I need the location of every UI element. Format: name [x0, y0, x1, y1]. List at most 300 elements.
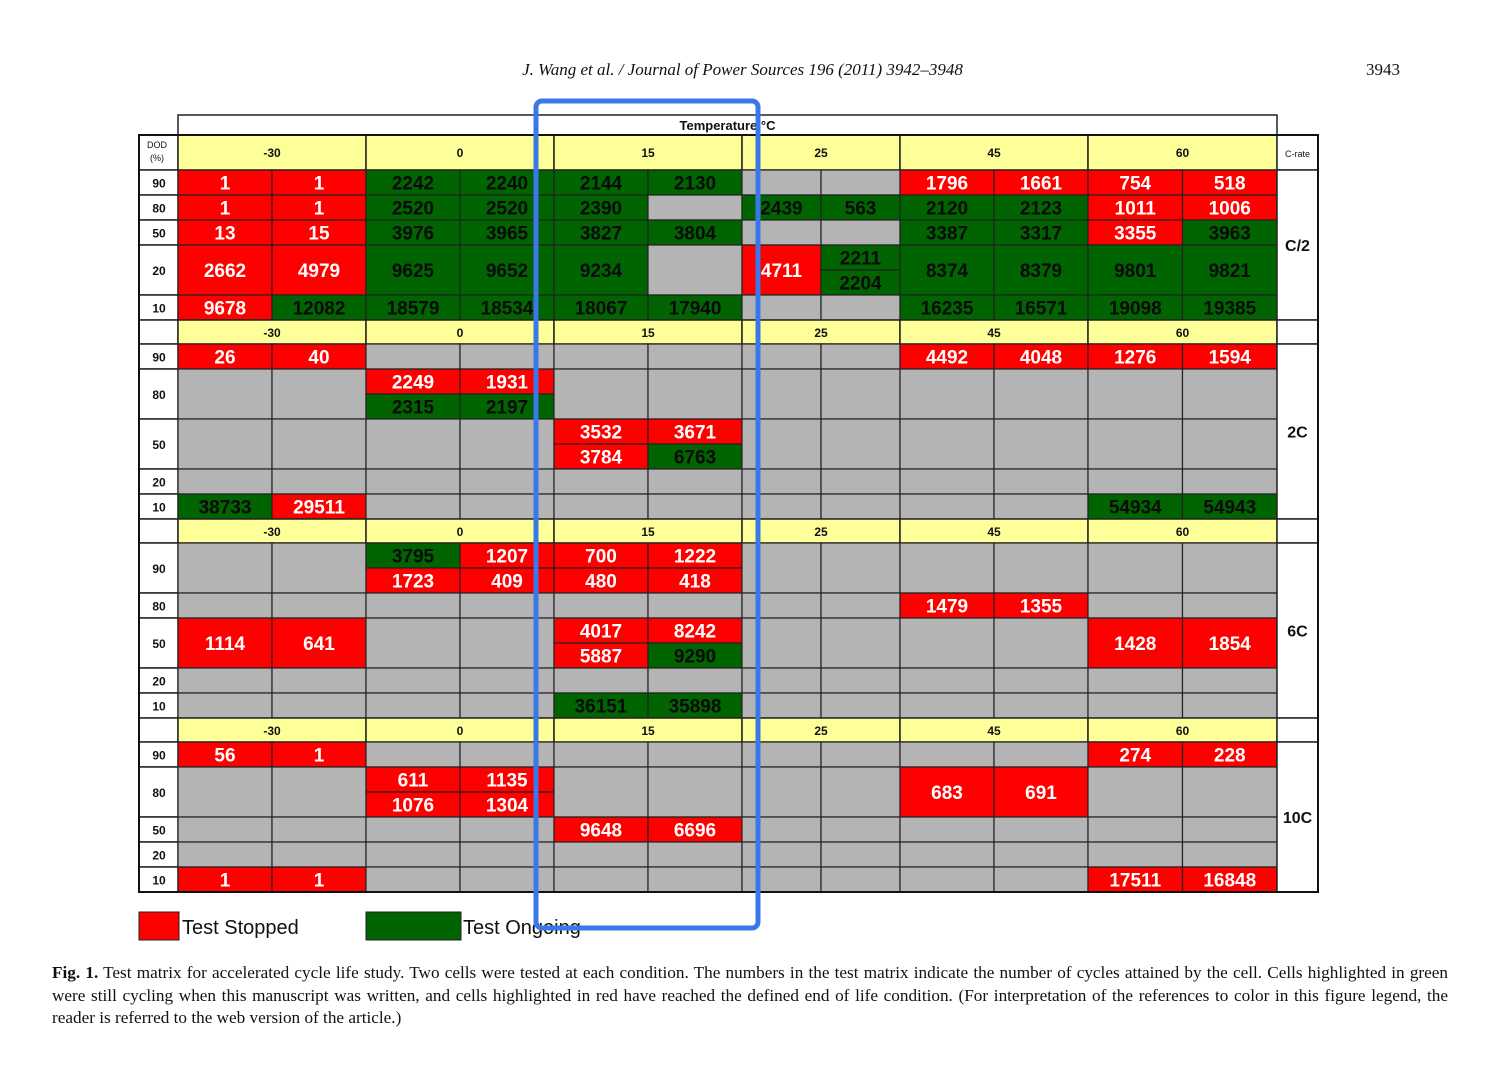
cycle-count: 2240	[485, 173, 529, 195]
dod-row-label: 20	[152, 475, 166, 490]
cycle-count: 8242	[673, 621, 717, 643]
matrix-cell	[460, 817, 554, 842]
matrix-cell	[554, 668, 648, 693]
cycle-count: 40	[308, 347, 330, 369]
temperature-subheader-label: 25	[814, 525, 828, 539]
cycle-count: 18534	[480, 298, 534, 320]
matrix-cell	[1088, 668, 1183, 693]
matrix-cell	[994, 419, 1088, 469]
cycle-count: 1	[313, 870, 325, 892]
cycle-count: 1	[219, 870, 231, 892]
cycle-count: 1076	[391, 795, 435, 817]
matrix-cell	[460, 618, 554, 668]
matrix-cell	[742, 742, 821, 767]
cycle-count: 2242	[391, 173, 435, 195]
temperature-header-label: 25	[814, 146, 828, 160]
matrix-cell	[178, 817, 272, 842]
matrix-cell	[648, 593, 742, 618]
matrix-cell	[1088, 419, 1183, 469]
cycle-count: 19098	[1108, 298, 1162, 320]
matrix-cell	[742, 693, 821, 718]
matrix-cell	[554, 494, 648, 519]
matrix-cell	[742, 344, 821, 369]
matrix-cell	[366, 693, 460, 718]
matrix-cell	[1088, 767, 1183, 817]
matrix-cell	[742, 593, 821, 618]
matrix-cell	[742, 295, 821, 320]
cycle-count: 2211	[839, 248, 882, 270]
cycle-count: 17940	[668, 298, 722, 320]
matrix-cell	[994, 867, 1088, 892]
matrix-cell	[742, 618, 821, 668]
temperature-subheader-label: 15	[641, 326, 655, 340]
matrix-cell	[1183, 767, 1278, 817]
matrix-cell	[648, 742, 742, 767]
matrix-cell	[1183, 543, 1278, 593]
matrix-cell	[648, 469, 742, 494]
matrix-cell	[994, 543, 1088, 593]
matrix-cell	[821, 295, 900, 320]
matrix-cell	[821, 767, 900, 817]
separator-blank	[1277, 519, 1318, 543]
caption-text: Test matrix for accelerated cycle life study. Two cells were tested at each condition. The numbers in the test matrix indicate the number of cycles attained by the cell. Cells highlighted in green were still cycling when this manuscript was written, and cells highlighted in red have reached the defined end of life condition. (For interpretation of the references to color in this figure legend, the reader is referred to the web version of the article.)	[52, 963, 1448, 1027]
matrix-cell	[460, 344, 554, 369]
matrix-cell	[366, 668, 460, 693]
dod-row-label: 50	[152, 637, 166, 651]
matrix-cell	[821, 742, 900, 767]
matrix-cell	[742, 668, 821, 693]
matrix-cell	[821, 494, 900, 519]
matrix-cell	[742, 220, 821, 245]
matrix-cell	[648, 344, 742, 369]
cycle-count: 3784	[579, 447, 623, 469]
cycle-count: 5887	[579, 646, 623, 668]
matrix-cell	[1088, 469, 1183, 494]
cycle-count: 16235	[920, 298, 974, 320]
matrix-cell	[742, 867, 821, 892]
matrix-cell	[821, 369, 900, 419]
cycle-count: 1	[219, 198, 231, 220]
temperature-subheader-label: 45	[987, 525, 1001, 539]
cycle-count: 1594	[1208, 347, 1251, 369]
matrix-cell	[272, 543, 366, 593]
cycle-count: 35898	[668, 696, 722, 718]
dod-row-label: 80	[152, 201, 166, 216]
matrix-cell	[900, 867, 994, 892]
cycle-count: 2315	[391, 397, 435, 419]
dod-row-label: 50	[152, 226, 166, 241]
matrix-cell	[460, 469, 554, 494]
matrix-cell	[272, 693, 366, 718]
separator-blank	[139, 718, 178, 742]
cycle-count: 16571	[1014, 298, 1068, 320]
dod-row-label: 10	[152, 500, 166, 515]
matrix-cell	[900, 369, 994, 419]
matrix-cell	[1088, 693, 1183, 718]
cycle-count: 2120	[925, 198, 969, 220]
temperature-subheader-label: 0	[456, 326, 464, 340]
cycle-count: 2204	[839, 273, 882, 295]
matrix-cell	[1088, 543, 1183, 593]
dod-row-label: 50	[152, 823, 166, 838]
matrix-cell	[994, 842, 1088, 867]
cycle-count: 15	[308, 223, 330, 245]
temperature-subheader-label: 45	[987, 326, 1001, 340]
cycle-count: 2439	[760, 198, 803, 220]
matrix-cell	[648, 767, 742, 817]
matrix-cell	[742, 369, 821, 419]
matrix-cell	[742, 543, 821, 593]
cycle-count: 19385	[1203, 298, 1257, 320]
cycle-count: 1479	[925, 596, 969, 618]
matrix-cell	[460, 693, 554, 718]
temperature-header-label: 15	[641, 146, 655, 160]
matrix-cell	[821, 593, 900, 618]
cycle-count: 18067	[574, 298, 628, 320]
dod-header-unit: (%)	[150, 153, 164, 163]
cycle-count: 9290	[673, 646, 717, 668]
cycle-count: 1011	[1114, 198, 1156, 220]
matrix-cell	[554, 767, 648, 817]
matrix-cell	[821, 693, 900, 718]
page-number: 3943	[1366, 60, 1400, 79]
cycle-count: 3671	[673, 422, 717, 444]
matrix-cell	[178, 693, 272, 718]
cycle-count: 4492	[925, 347, 969, 369]
cycle-count: 54943	[1203, 497, 1257, 519]
matrix-cell	[366, 593, 460, 618]
cycle-count: 641	[303, 634, 335, 655]
figure-caption	[52, 962, 1448, 1030]
matrix-cell	[821, 469, 900, 494]
matrix-cell	[366, 742, 460, 767]
matrix-cell	[821, 543, 900, 593]
cycle-count: 4979	[297, 261, 341, 282]
cycle-count: 1	[313, 198, 325, 220]
temperature-subheader-label: -30	[263, 724, 281, 738]
cycle-count: 1	[313, 173, 325, 195]
matrix-cell	[272, 593, 366, 618]
matrix-cell	[1183, 469, 1278, 494]
cycle-count: 54934	[1108, 497, 1162, 519]
figure-title: Temperature °C	[679, 118, 776, 133]
legend-ongoing-swatch	[366, 912, 461, 940]
matrix-cell	[821, 170, 900, 195]
cycle-count: 3355	[1114, 223, 1157, 245]
cycle-count: 9821	[1208, 261, 1251, 282]
temperature-subheader-label: 25	[814, 724, 828, 738]
matrix-cell	[366, 817, 460, 842]
matrix-cell	[554, 867, 648, 892]
cycle-count: 409	[491, 571, 523, 593]
matrix-cell	[742, 419, 821, 469]
legend-stopped-label: Test Stopped	[182, 917, 299, 939]
matrix-cell	[178, 842, 272, 867]
cycle-count: 9234	[579, 261, 623, 282]
matrix-cell	[554, 344, 648, 369]
cycle-count: 1276	[1114, 347, 1157, 369]
cycle-count: 683	[931, 783, 963, 804]
cycle-count: 700	[585, 546, 617, 568]
matrix-cell	[900, 469, 994, 494]
matrix-cell	[178, 469, 272, 494]
dod-row-label: 10	[152, 699, 166, 714]
crate-label: 10C	[1282, 810, 1313, 827]
matrix-cell	[648, 842, 742, 867]
matrix-cell	[366, 419, 460, 469]
matrix-cell	[900, 817, 994, 842]
temperature-header-label: 60	[1175, 146, 1190, 160]
matrix-cell	[821, 344, 900, 369]
matrix-cell	[994, 668, 1088, 693]
matrix-cell	[900, 668, 994, 693]
temperature-header-label: 45	[987, 146, 1001, 160]
dod-header-label: DOD	[147, 140, 167, 150]
matrix-cell	[554, 469, 648, 494]
cycle-count: 2144	[579, 173, 623, 195]
temperature-subheader-label: 60	[1175, 326, 1190, 340]
matrix-cell	[366, 494, 460, 519]
cycle-count: 17511	[1109, 870, 1162, 892]
matrix-cell	[178, 369, 272, 419]
matrix-cell	[1183, 369, 1278, 419]
matrix-cell	[1088, 817, 1183, 842]
dod-row-label: 90	[152, 562, 166, 576]
matrix-cell	[742, 469, 821, 494]
cycle-count: 1	[219, 173, 231, 195]
cycle-count: 36151	[574, 696, 628, 718]
cycle-count: 1723	[391, 571, 435, 593]
legend-ongoing-label: Test Ongoing	[463, 917, 581, 939]
temperature-subheader-label: -30	[263, 525, 281, 539]
matrix-cell	[460, 842, 554, 867]
caption-label: Fig. 1.	[52, 963, 99, 982]
cycle-count: 4711	[760, 261, 803, 282]
dod-row-label: 80	[152, 388, 166, 402]
matrix-cell	[366, 867, 460, 892]
matrix-cell	[1183, 817, 1278, 842]
matrix-cell	[994, 618, 1088, 668]
matrix-cell	[272, 369, 366, 419]
matrix-cell	[1088, 593, 1183, 618]
dod-row-label: 10	[152, 873, 166, 888]
matrix-cell	[994, 469, 1088, 494]
matrix-cell	[366, 344, 460, 369]
matrix-cell	[272, 469, 366, 494]
matrix-cell	[742, 494, 821, 519]
matrix-cell	[900, 742, 994, 767]
matrix-cell	[554, 369, 648, 419]
dod-row-label: 90	[152, 748, 166, 763]
matrix-cell	[742, 817, 821, 842]
temperature-subheader-label: 60	[1175, 724, 1190, 738]
matrix-cell	[994, 817, 1088, 842]
matrix-cell	[1183, 419, 1278, 469]
matrix-cell	[648, 369, 742, 419]
matrix-cell	[460, 494, 554, 519]
cycle-count: 3965	[485, 223, 529, 245]
cycle-count: 8374	[925, 261, 969, 282]
cycle-count: 1428	[1114, 634, 1157, 655]
matrix-cell	[648, 668, 742, 693]
temperature-header-label: -30	[263, 146, 281, 160]
matrix-cell	[900, 494, 994, 519]
cycle-count: 9652	[485, 261, 529, 282]
crate-label: C/2	[1285, 238, 1310, 255]
matrix-cell	[742, 842, 821, 867]
matrix-cell	[460, 419, 554, 469]
cycle-count: 1135	[486, 770, 528, 792]
matrix-cell	[272, 817, 366, 842]
matrix-cell	[994, 693, 1088, 718]
cycle-count: 1114	[204, 634, 246, 655]
matrix-cell	[460, 867, 554, 892]
matrix-cell	[742, 170, 821, 195]
matrix-cell	[178, 668, 272, 693]
cycle-count: 1304	[485, 795, 529, 817]
matrix-cell	[554, 742, 648, 767]
crate-label: 6C	[1287, 623, 1308, 641]
cycle-count: 3976	[391, 223, 435, 245]
cycle-count: 2390	[579, 198, 623, 220]
matrix-cell	[272, 767, 366, 817]
cycle-count: 1796	[925, 173, 969, 195]
cycle-count: 3317	[1019, 223, 1063, 245]
matrix-cell	[900, 419, 994, 469]
temperature-header-label: 0	[456, 146, 464, 160]
matrix-cell	[821, 842, 900, 867]
dod-row-label: 90	[152, 176, 166, 191]
separator-blank	[139, 519, 178, 543]
cycle-count: 18579	[386, 298, 440, 320]
temperature-subheader-label: 15	[641, 724, 655, 738]
temperature-subheader-label: 0	[456, 525, 464, 539]
matrix-cell	[178, 543, 272, 593]
cycle-count: 2662	[203, 261, 247, 282]
dod-row-label: 10	[152, 301, 166, 316]
cycle-count: 6696	[673, 820, 717, 842]
matrix-cell	[900, 618, 994, 668]
cycle-count: 1854	[1208, 634, 1251, 655]
matrix-cell	[994, 369, 1088, 419]
matrix-cell	[1183, 842, 1278, 867]
cycle-count: 1207	[485, 546, 529, 568]
matrix-cell	[742, 767, 821, 817]
matrix-cell	[900, 842, 994, 867]
cycle-count: 16848	[1203, 870, 1257, 892]
cycle-count: 9648	[579, 820, 623, 842]
cycle-count: 1	[313, 745, 325, 767]
matrix-cell	[460, 668, 554, 693]
cycle-count: 274	[1119, 745, 1152, 767]
matrix-cell	[178, 419, 272, 469]
temperature-subheader-label: 45	[987, 724, 1001, 738]
cycle-count: 4017	[579, 621, 623, 643]
cycle-count: 2197	[485, 397, 529, 419]
temperature-subheader-label: 0	[456, 724, 464, 738]
dod-row-label: 20	[152, 848, 166, 863]
matrix-cell	[366, 618, 460, 668]
matrix-cell	[821, 817, 900, 842]
cycle-count: 8379	[1019, 261, 1063, 282]
cycle-count: 2123	[1019, 198, 1063, 220]
cycle-count: 480	[585, 571, 617, 593]
matrix-cell	[994, 494, 1088, 519]
matrix-cell	[1183, 668, 1278, 693]
running-head: J. Wang et al. / Journal of Power Sources 196 (2011) 3942–3948	[522, 60, 963, 79]
matrix-cell	[178, 593, 272, 618]
matrix-cell	[821, 668, 900, 693]
cycle-count: 9801	[1114, 261, 1157, 282]
cycle-count: 754	[1119, 173, 1152, 195]
cycle-count: 3387	[925, 223, 969, 245]
cycle-count: 2249	[391, 372, 435, 394]
matrix-cell	[821, 220, 900, 245]
dod-row-label: 80	[152, 599, 166, 614]
matrix-cell	[821, 618, 900, 668]
dod-row-label: 80	[152, 786, 166, 800]
matrix-cell	[648, 867, 742, 892]
matrix-cell	[1088, 842, 1183, 867]
crate-header-label: C-rate	[1284, 149, 1311, 159]
cycle-count: 26	[214, 347, 236, 369]
cycle-count: 563	[844, 198, 877, 220]
matrix-cell	[460, 593, 554, 618]
cycle-count: 1222	[673, 546, 717, 568]
matrix-cell	[1183, 593, 1278, 618]
legend-stopped-swatch	[139, 912, 179, 940]
temperature-subheader-label: 25	[814, 326, 828, 340]
separator-blank	[1277, 718, 1318, 742]
crate-label: 2C	[1287, 424, 1308, 442]
cycle-count: 13	[214, 223, 236, 245]
matrix-cell	[554, 593, 648, 618]
matrix-cell	[366, 842, 460, 867]
cycle-count: 518	[1213, 173, 1246, 195]
matrix-cell	[900, 543, 994, 593]
matrix-cell	[1183, 693, 1278, 718]
cycle-count: 2520	[391, 198, 435, 220]
matrix-cell	[821, 867, 900, 892]
cycle-count: 3532	[579, 422, 623, 444]
cycle-count: 3804	[673, 223, 717, 245]
cycle-count: 6763	[673, 447, 717, 469]
matrix-cell	[366, 469, 460, 494]
cycle-count: 611	[397, 770, 429, 792]
cycle-count: 12082	[292, 298, 346, 320]
temperature-subheader-label: 60	[1175, 525, 1190, 539]
matrix-cell	[648, 195, 742, 220]
matrix-cell	[272, 842, 366, 867]
matrix-cell	[821, 419, 900, 469]
matrix-cell	[554, 842, 648, 867]
cycle-count: 228	[1213, 745, 1246, 767]
temperature-subheader-label: -30	[263, 326, 281, 340]
cycle-count: 2520	[485, 198, 529, 220]
matrix-cell	[1088, 369, 1183, 419]
cycle-count: 3795	[391, 546, 435, 568]
matrix-cell	[994, 742, 1088, 767]
cycle-count: 29511	[293, 497, 345, 519]
cycle-count: 418	[679, 571, 711, 593]
separator-blank	[1277, 320, 1318, 344]
cycle-count: 691	[1025, 783, 1057, 804]
separator-blank	[139, 320, 178, 344]
cycle-count: 9678	[203, 298, 247, 320]
dod-row-label: 20	[152, 264, 166, 278]
matrix-cell	[648, 494, 742, 519]
matrix-cell	[900, 693, 994, 718]
